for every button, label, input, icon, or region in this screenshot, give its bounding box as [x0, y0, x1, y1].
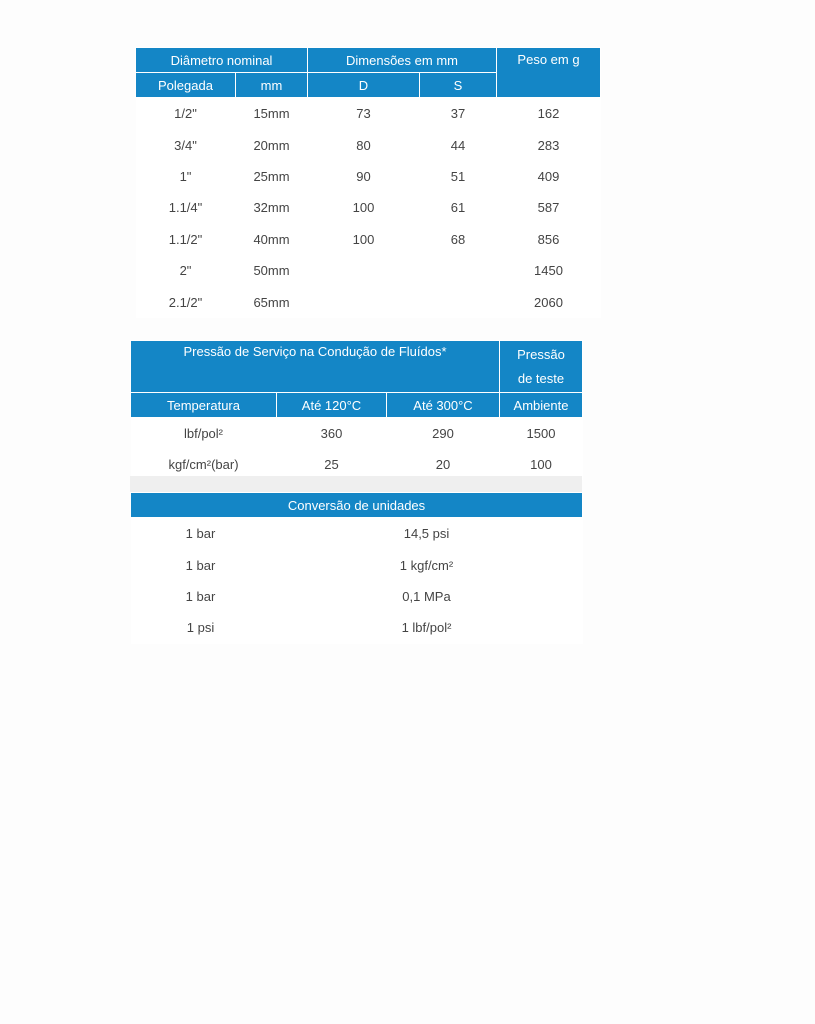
- table-row: [131, 581, 583, 612]
- pipe-dimensions-table: [135, 47, 601, 318]
- from-cell: 1 psi: [131, 612, 271, 643]
- test-pressure-line2: de teste: [517, 370, 565, 386]
- mm-cell: 15mm: [236, 98, 308, 130]
- inch-cell: 2.1/2": [136, 286, 236, 317]
- unit-cell: lbf/pol²: [131, 418, 277, 450]
- from-cell: 1 bar: [131, 581, 271, 612]
- d-cell: 90: [308, 161, 420, 192]
- unit-conversion-table: [130, 492, 583, 644]
- mm-cell: 20mm: [236, 129, 308, 160]
- d-cell: 100: [308, 192, 420, 223]
- table-row: [136, 98, 601, 130]
- table-row: [131, 418, 583, 450]
- up-to-120-header: Até 120°C: [277, 393, 387, 418]
- table-row: [131, 612, 583, 643]
- table-row: [136, 129, 601, 160]
- table-row: [136, 255, 601, 286]
- mm-cell: 40mm: [236, 224, 308, 255]
- inch-cell: 3/4": [136, 129, 236, 160]
- nominal-diameter-header: Diâmetro nominal: [136, 48, 308, 73]
- table-row: [136, 224, 601, 255]
- inch-cell: 2": [136, 255, 236, 286]
- conversion-header: Conversão de unidades: [131, 493, 583, 518]
- s-cell: 51: [420, 161, 497, 192]
- conversion-table-body: [131, 518, 583, 644]
- dimensions-header: Dimensões em mm: [308, 48, 497, 73]
- t300-cell: 290: [387, 418, 500, 450]
- separator-band: [130, 476, 582, 492]
- weight-cell: 856: [497, 224, 601, 255]
- inch-cell: 1.1/4": [136, 192, 236, 223]
- table-row: [136, 161, 601, 192]
- mm-cell: 25mm: [236, 161, 308, 192]
- weight-cell: 1450: [497, 255, 601, 286]
- s-cell: 44: [420, 129, 497, 160]
- mm-cell: 65mm: [236, 286, 308, 317]
- to-cell: 1 lbf/pol²: [271, 612, 583, 643]
- inch-header: Polegada: [136, 73, 236, 98]
- s-cell: [420, 255, 497, 286]
- to-cell: 1 kgf/cm²: [271, 549, 583, 580]
- weight-cell: 409: [497, 161, 601, 192]
- to-cell: 0,1 MPa: [271, 581, 583, 612]
- test-pressure-header: [500, 341, 583, 393]
- table-row: [131, 549, 583, 580]
- t120-cell: 360: [277, 418, 387, 450]
- pressure-table-body: [131, 418, 583, 481]
- table-row: [136, 192, 601, 223]
- weight-cell: 162: [497, 98, 601, 130]
- mm-cell: 32mm: [236, 192, 308, 223]
- up-to-300-header: Até 300°C: [387, 393, 500, 418]
- weight-cell: 587: [497, 192, 601, 223]
- d-cell: 73: [308, 98, 420, 130]
- s-header: S: [420, 73, 497, 98]
- from-cell: 1 bar: [131, 518, 271, 550]
- s-cell: 61: [420, 192, 497, 223]
- mm-cell: 50mm: [236, 255, 308, 286]
- s-cell: [420, 286, 497, 317]
- inch-cell: 1/2": [136, 98, 236, 130]
- weight-cell: 283: [497, 129, 601, 160]
- pipe-table-body: [136, 98, 601, 318]
- table-row: [136, 286, 601, 317]
- d-cell: [308, 255, 420, 286]
- ambient-cell: 100: [500, 449, 583, 480]
- weight-cell: 2060: [497, 286, 601, 317]
- s-cell: 37: [420, 98, 497, 130]
- ambient-cell: 1500: [500, 418, 583, 450]
- mm-header: mm: [236, 73, 308, 98]
- t300-cell: 20: [387, 449, 500, 480]
- d-cell: 100: [308, 224, 420, 255]
- t120-cell: 25: [277, 449, 387, 480]
- weight-header: Peso em g: [497, 48, 601, 98]
- unit-cell: kgf/cm²(bar): [131, 449, 277, 480]
- temperature-header: Temperatura: [131, 393, 277, 418]
- test-pressure-line1: Pressão: [517, 346, 565, 362]
- table-row: [131, 518, 583, 550]
- d-cell: [308, 286, 420, 317]
- inch-cell: 1.1/2": [136, 224, 236, 255]
- service-pressure-table: [130, 340, 583, 480]
- service-pressure-header: Pressão de Serviço na Condução de Fluídos*: [131, 341, 500, 393]
- to-cell: 14,5 psi: [271, 518, 583, 550]
- from-cell: 1 bar: [131, 549, 271, 580]
- d-cell: 80: [308, 129, 420, 160]
- s-cell: 68: [420, 224, 497, 255]
- inch-cell: 1": [136, 161, 236, 192]
- ambient-header: Ambiente: [500, 393, 583, 418]
- d-header: D: [308, 73, 420, 98]
